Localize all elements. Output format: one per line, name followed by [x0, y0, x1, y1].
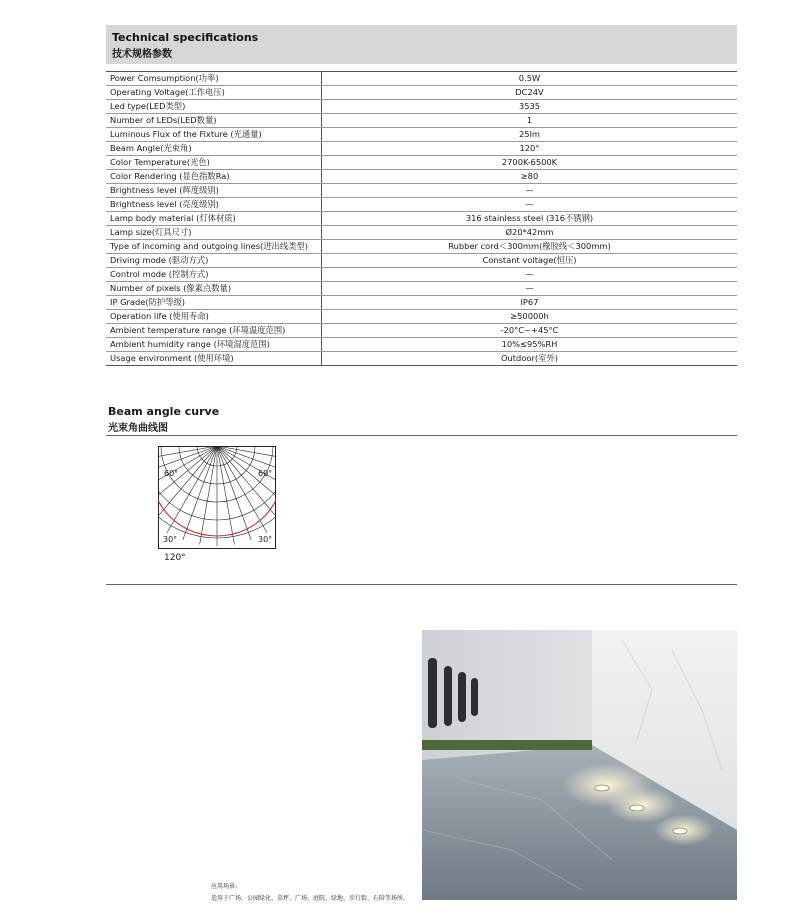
spec-row: [106, 156, 737, 170]
spec-key: Led type(LED类型): [106, 100, 322, 114]
spec-row: [106, 296, 737, 310]
label-60-right: 60°: [258, 469, 273, 478]
spec-title-zh: 技术规格参数: [112, 49, 172, 60]
spec-key: Number of LEDs(LED数量): [106, 114, 322, 128]
spec-row: [106, 268, 737, 282]
spec-value: 3535: [322, 100, 738, 114]
spec-value: 25lm: [322, 128, 738, 142]
application-text: 适用于广场、公园绿化、草坪、广场、庭院、绿地、步行街、石阶等场所。: [211, 895, 410, 902]
photo-inground-light-3: [673, 828, 687, 834]
spec-key: Lamp size(灯具尺寸): [106, 226, 322, 240]
spec-value: 120°: [322, 142, 738, 156]
photo-inground-light-2: [630, 805, 644, 811]
spec-row: [106, 212, 737, 226]
spec-key: IP Grade(防护等级): [106, 296, 322, 310]
spec-row: [106, 324, 737, 338]
spec-title-en: Technical specifications: [112, 31, 259, 44]
spec-value: -20°C~+45°C: [322, 324, 738, 338]
spec-key: Number of pixels (像素点数量): [106, 282, 322, 296]
spec-value: 1: [322, 114, 738, 128]
spec-value: —: [322, 198, 738, 212]
spec-value: Outdoor(室外): [501, 353, 558, 363]
spec-value: ≥50000h: [322, 310, 738, 324]
spec-row: [106, 142, 737, 156]
spec-row: [106, 170, 737, 184]
spec-value: 0.5W: [322, 72, 738, 86]
spec-key: Luminous Flux of the Fixture (光通量): [106, 128, 322, 142]
photo-inground-light-1: [595, 785, 609, 791]
spec-row: [106, 86, 737, 100]
spec-value: 10%≤95%RH: [322, 338, 738, 352]
spec-row: [106, 282, 737, 296]
spec-row: [106, 310, 737, 324]
spec-value: 316 stainless steel (316不锈钢): [322, 212, 738, 226]
beam-top-rule: [106, 435, 737, 436]
label-60-left: 60°: [164, 469, 179, 478]
label-30-right: 30°: [258, 535, 273, 544]
spec-key: Type of incoming and outgoing lines(进出线类型): [106, 240, 322, 254]
spec-table: [106, 71, 737, 366]
spec-key: Color Rendering (显色指数Ra): [106, 170, 322, 184]
spec-key: Power Comsumption(功率): [106, 72, 322, 86]
spec-row: [106, 128, 737, 142]
spec-value: 2700K-6500K: [322, 156, 738, 170]
spec-key: Driving mode (驱动方式): [106, 254, 322, 268]
spec-header: [106, 25, 737, 64]
spec-value: Constant voltage(恒压): [322, 254, 738, 268]
spec-value: —: [322, 282, 738, 296]
spec-key: Operation life (使用寿命): [106, 310, 322, 324]
spec-row: [106, 226, 737, 240]
beam-bottom-rule: [106, 584, 737, 585]
spec-row: [106, 114, 737, 128]
beam-angle-value: 120°: [164, 553, 186, 563]
spec-value: DC24V: [322, 86, 738, 100]
spec-row: [106, 254, 737, 268]
spec-row: [106, 352, 737, 366]
label-30-left: 30°: [163, 535, 178, 544]
spec-key: Usage environment (使用环境): [106, 352, 322, 366]
spec-row: [106, 338, 737, 352]
beam-title-zh: 光束角曲线图: [108, 423, 168, 434]
spec-row: [106, 240, 737, 254]
photo-planter: [422, 740, 592, 750]
spec-key: Beam Angle(光束角): [106, 142, 322, 156]
spec-value: Rubber cord＜300mm(橡胶线＜300mm): [322, 240, 738, 254]
spec-value: —: [322, 268, 738, 282]
spec-value: IP67: [322, 296, 738, 310]
spec-key: Operating Voltage(工作电压): [106, 86, 322, 100]
spec-key: Color Temperature(光色): [106, 156, 322, 170]
spec-key: Brightness level (辉度级别): [106, 184, 322, 198]
spec-key: Brightness level (亮度级别): [106, 198, 322, 212]
spec-value: ≥80: [322, 170, 738, 184]
spec-key: Ambient temperature range (环境温度范围): [106, 324, 322, 338]
spec-key: Control mode (控制方式): [106, 268, 322, 282]
spec-key: Lamp body material (灯体材质): [106, 212, 322, 226]
spec-key: Ambient humidity range (环境湿度范围): [106, 338, 322, 352]
spec-row: [106, 198, 737, 212]
spec-row: [106, 184, 737, 198]
application-photo: [422, 630, 737, 900]
beam-title-en: Beam angle curve: [108, 405, 220, 418]
spec-value: —: [322, 184, 738, 198]
spec-row: [106, 100, 737, 114]
spec-value: Ø20*42mm: [322, 226, 738, 240]
beam-polar-chart: [158, 446, 276, 549]
spec-row: [106, 72, 737, 86]
application-title: 应用场景:: [211, 883, 238, 890]
